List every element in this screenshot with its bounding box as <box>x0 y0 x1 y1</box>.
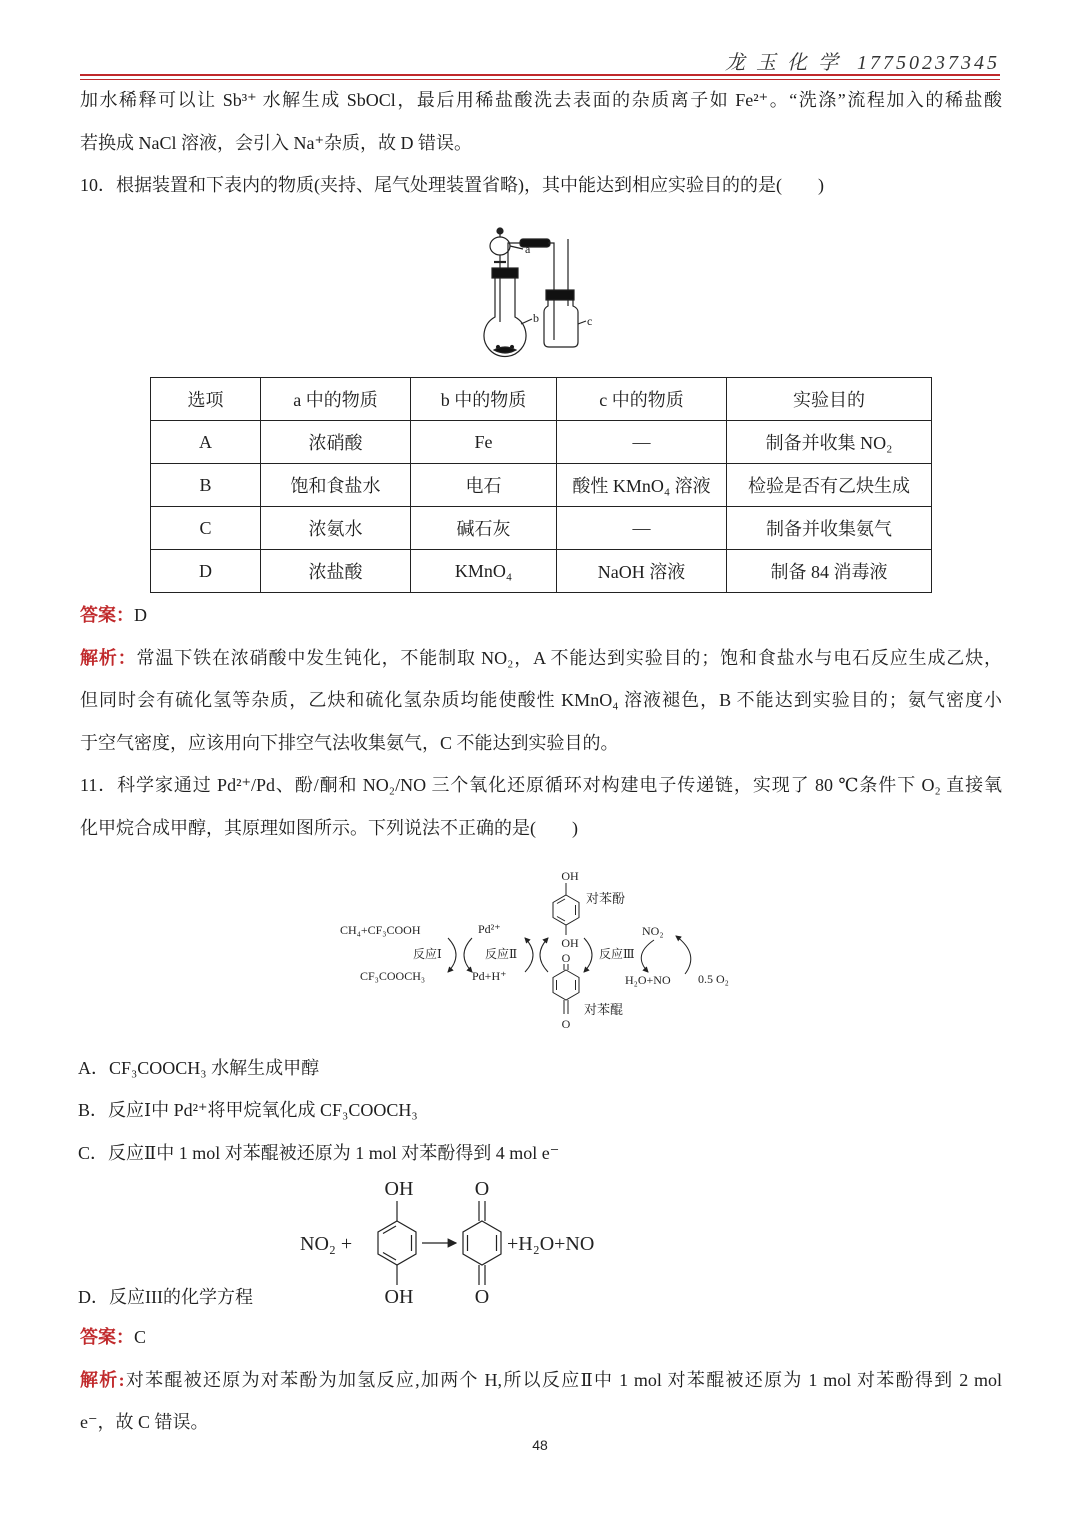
page-number: 48 <box>532 1437 548 1453</box>
header-rule-thin <box>80 79 1000 80</box>
hydroquinone-ring <box>378 1221 416 1265</box>
equation-oh-bottom: OH <box>384 1286 414 1308</box>
table-header-cell: 选项 <box>151 378 261 421</box>
quinone-ring <box>463 1221 501 1265</box>
table-header-row <box>151 378 932 421</box>
curved-arrow <box>584 938 592 972</box>
table-cell: 检验是否有乙炔生成 <box>727 464 932 507</box>
q11-analysis-line <box>80 1365 1002 1395</box>
option-b: B．反应Ⅰ中 Pd²⁺将甲烷氧化成 CF₃COOCH₃ <box>78 1100 418 1120</box>
hydroquinone-oh-top: OH <box>561 869 579 883</box>
option-d: D．反应III的化学方程 <box>78 1287 253 1307</box>
analysis-label: 解析： <box>80 648 137 668</box>
prev-analysis-line: 加水稀释可以让 Sb³⁺ 水解生成 SbOCl，最后用稀盐酸洗去表面的杂质离子如 Fe²⁺。“洗涤”流程加入的稀盐酸 <box>80 90 1002 110</box>
curved-arrow <box>448 938 456 972</box>
option-a: A．CF₃COOCH₃ 水解生成甲醇 <box>78 1058 320 1078</box>
redox-cycle-diagram <box>280 862 750 1040</box>
table-cell: D <box>151 550 261 593</box>
answer-value: D <box>134 605 147 625</box>
table-cell: 电石 <box>411 464 557 507</box>
bottle-stopper <box>546 290 574 300</box>
label-c-leader <box>578 321 586 324</box>
curved-arrow <box>676 936 691 974</box>
label-b: b <box>533 311 539 325</box>
funnel-stopper <box>497 228 503 234</box>
water-no-label: H₂O+NO <box>625 973 671 987</box>
no2-label: NO₂ <box>642 924 664 938</box>
table-row <box>151 421 932 464</box>
flask-solid-grain <box>497 346 500 349</box>
table-cell: 浓盐酸 <box>261 550 411 593</box>
q10-analysis-line <box>80 643 1002 673</box>
flask-stopper <box>492 268 518 278</box>
label-c: c <box>587 314 593 328</box>
page-header <box>725 50 1000 76</box>
table-cell: — <box>557 421 727 464</box>
quinone-o-top: O <box>561 951 571 965</box>
q11-stem: 11．科学家通过 Pd²⁺/Pd、酚/酮和 NO₂/NO 三个氧化还原循环对构建电子传递链，实现了 80 ℃条件下 O₂ 直接氧 <box>80 775 1002 795</box>
equation-o-top: O <box>474 1178 490 1200</box>
methane-reactants: CH₄+CF₃COOH <box>340 923 421 937</box>
table-cell: KMnO₄ <box>411 550 557 593</box>
prev-analysis-line: 若换成 NaCl 溶液，会引入 Na⁺杂质，故 D 错误。 <box>80 133 472 153</box>
separatory-funnel-bulb <box>490 237 510 255</box>
table-cell: 浓硝酸 <box>261 421 411 464</box>
table-cell: 酸性 KMnO₄ 溶液 <box>557 464 727 507</box>
answer-label: 答案： <box>80 1327 134 1347</box>
table-cell: 浓氨水 <box>261 507 411 550</box>
q10-answer <box>80 600 1002 630</box>
table-cell: B <box>151 464 261 507</box>
equation-o-bottom: O <box>474 1286 490 1308</box>
ester-product: CF₃COOCH₃ <box>360 969 426 983</box>
pd-reduced: Pd+H⁺ <box>472 969 507 983</box>
table-cell: — <box>557 507 727 550</box>
table-row <box>151 550 932 593</box>
curved-arrow <box>525 938 533 972</box>
table-cell: NaOH 溶液 <box>557 550 727 593</box>
label-a: a <box>525 242 531 256</box>
quinone-name: 对苯醌 <box>584 1002 624 1017</box>
label-b-leader <box>521 319 532 324</box>
table-header-cell: b 中的物质 <box>411 378 557 421</box>
hydroquinone-name: 对苯酚 <box>586 891 626 906</box>
table-row <box>151 464 932 507</box>
q11-stem: 化甲烷合成甲醇，其原理如图所示。下列说法不正确的是( ) <box>80 818 578 838</box>
curved-arrow <box>464 938 472 972</box>
equation-oh-top: OH <box>384 1178 414 1200</box>
pd-oxidized: Pd²⁺ <box>478 922 501 936</box>
ring-double-bond <box>383 1253 396 1261</box>
table-cell: A <box>151 421 261 464</box>
answer-label: 答案： <box>80 605 134 625</box>
q10-analysis-line: 但同时会有硫化氢等杂质，乙炔和硫化氢杂质均能使酸性 KMnO₄ 溶液褪色，B 不能达到实验目的；氨气密度小 <box>80 690 1002 710</box>
table-cell: 制备 84 消毒液 <box>727 550 932 593</box>
table-cell: 制备并收集氨气 <box>727 507 932 550</box>
equation-products: +H₂O+NO <box>507 1233 595 1255</box>
flask-solid-grain <box>511 346 514 349</box>
q10-stem: 10．根据装置和下表内的物质(夹持、尾气处理装置省略)，其中能达到相应实验目的的是( ) <box>80 175 824 195</box>
hydroquinone-oh-bottom: OH <box>561 936 579 950</box>
option-c: C．反应Ⅱ中 1 mol 对苯醌被还原为 1 mol 对苯酚得到 4 mol e⁻ <box>78 1143 560 1163</box>
table-cell: 饱和食盐水 <box>261 464 411 507</box>
table-cell: 碱石灰 <box>411 507 557 550</box>
quinone-o-bottom: O <box>561 1017 571 1031</box>
table-header-cell: c 中的物质 <box>557 378 727 421</box>
answer-value: C <box>134 1327 147 1347</box>
reaction-equation <box>290 1170 630 1310</box>
reaction-1-label: 反应Ⅰ <box>413 947 442 961</box>
analysis-text: 对苯醌被还原为对苯酚为加氢反应,加两个 H,所以反应Ⅱ中 1 mol 对苯醌被还原为 1 mol 对苯酚得到 2 mol <box>124 1370 1002 1390</box>
table-cell: Fe <box>411 421 557 464</box>
reaction-3-label: 反应Ⅲ <box>599 947 635 961</box>
q10-table <box>150 377 932 593</box>
curved-arrow <box>540 938 548 972</box>
equation-reactant: NO₂ + <box>300 1233 353 1255</box>
table-row <box>151 507 932 550</box>
table-cell: C <box>151 507 261 550</box>
header-rule-thick <box>80 74 1000 76</box>
table-header-cell: 实验目的 <box>727 378 932 421</box>
analysis-label: 解析: <box>80 1370 125 1390</box>
ring-double-bond <box>383 1226 396 1234</box>
q11-analysis-line: e⁻，故 C 错误。 <box>80 1412 209 1432</box>
analysis-text: 常温下铁在浓硝酸中发生钝化，不能制取 NO₂，A 不能达到实验目的；饱和食盐水与电石反应生成乙炔， <box>136 648 1002 668</box>
header-brand: 龙 玉 化 学 <box>725 52 841 74</box>
round-bottom-flask <box>484 278 526 356</box>
q11-answer <box>80 1322 1002 1352</box>
curved-arrow <box>641 940 654 972</box>
reaction-2-label: 反应Ⅱ <box>485 947 518 961</box>
gas-washing-bottle <box>544 300 578 347</box>
oxygen-label: 0.5 O₂ <box>698 972 729 986</box>
table-cell: 制备并收集 NO₂ <box>727 421 932 464</box>
table-header-cell: a 中的物质 <box>261 378 411 421</box>
q10-analysis-line: 于空气密度，应该用向下排空气法收集氨气，C 不能达到实验目的。 <box>80 733 619 753</box>
apparatus-figure <box>470 222 610 362</box>
header-phone: 17750237345 <box>857 52 1000 74</box>
